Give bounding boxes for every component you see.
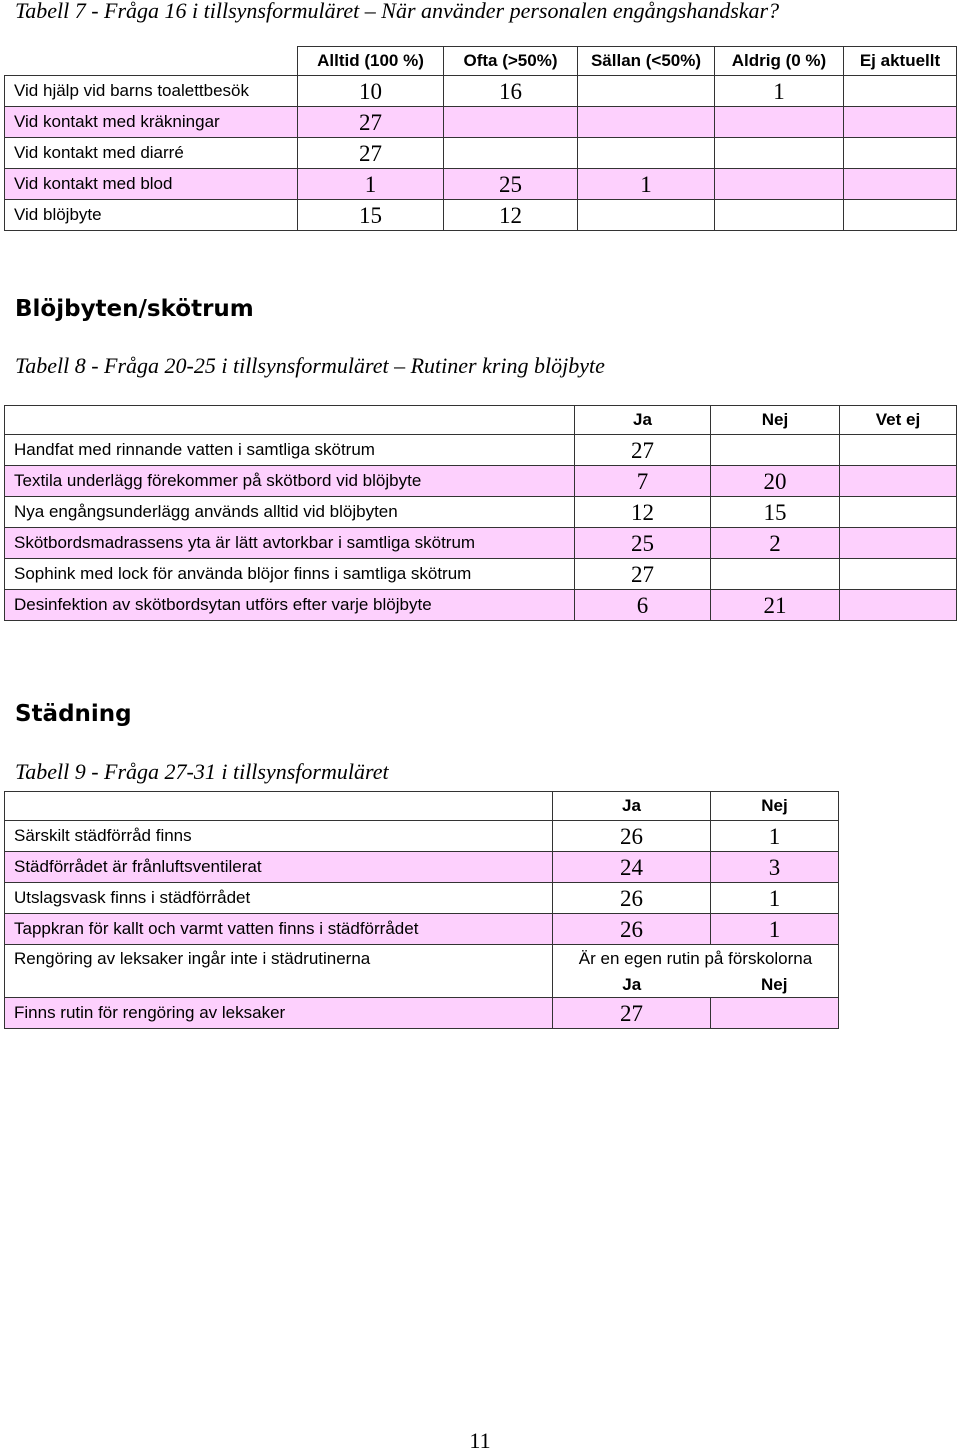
table9-header: Ja <box>553 792 711 821</box>
table-row <box>5 200 957 231</box>
cell-value: 1 <box>715 76 844 107</box>
cell-value <box>715 138 844 169</box>
table-row <box>5 169 957 200</box>
cell-value <box>844 138 957 169</box>
cell-value <box>840 466 957 497</box>
table-row <box>5 466 957 497</box>
cell-value <box>844 200 957 231</box>
cell-value: 1 <box>711 821 839 852</box>
cell-value <box>711 559 840 590</box>
cell-value: 3 <box>711 852 839 883</box>
table9-subheader: Nej <box>711 973 839 998</box>
section-heading-diaper: Blöjbyten/skötrum <box>15 296 254 322</box>
cell-value: 1 <box>711 883 839 914</box>
row-label: Sophink med lock för använda blöjor finns i samtliga skötrum <box>5 559 575 590</box>
cell-value <box>840 590 957 621</box>
cell-value <box>715 107 844 138</box>
table8-corner <box>5 406 575 435</box>
table-row <box>5 497 957 528</box>
page-number: 11 <box>469 1428 491 1453</box>
row-label: Handfat med rinnande vatten i samtliga skötrum <box>5 435 575 466</box>
cell-value <box>444 138 578 169</box>
cell-value: 27 <box>298 107 444 138</box>
row-label: Desinfektion av skötbordsytan utförs efter varje blöjbyte <box>5 590 575 621</box>
cell-value: 25 <box>575 528 711 559</box>
table7-header: Aldrig (0 %) <box>715 47 844 76</box>
cell-value: 1 <box>711 914 839 945</box>
toy-routine-note: Är en egen rutin på förskolorna <box>553 945 839 974</box>
table-row <box>5 138 957 169</box>
cell-value: 27 <box>553 998 711 1029</box>
row-label: Tappkran för kallt och varmt vatten finns i städförrådet <box>5 914 553 945</box>
row-label: Vid kontakt med diarré <box>5 138 298 169</box>
table9 <box>4 791 839 1029</box>
cell-value <box>578 76 715 107</box>
cell-value: 27 <box>575 559 711 590</box>
cell-value <box>711 998 839 1029</box>
row-label: Textila underlägg förekommer på skötbord vid blöjbyte <box>5 466 575 497</box>
cell-value: 25 <box>444 169 578 200</box>
cell-value: 27 <box>298 138 444 169</box>
cell-value <box>840 559 957 590</box>
cell-value: 20 <box>711 466 840 497</box>
cell-value: 12 <box>444 200 578 231</box>
cell-value: 10 <box>298 76 444 107</box>
table9-header: Nej <box>711 792 839 821</box>
table8-header: Nej <box>711 406 840 435</box>
table7-header: Ofta (>50%) <box>444 47 578 76</box>
row-label: Finns rutin för rengöring av leksaker <box>5 998 553 1029</box>
cell-value: 1 <box>578 169 715 200</box>
cell-value: 26 <box>553 914 711 945</box>
cell-value <box>840 435 957 466</box>
cell-value: 27 <box>575 435 711 466</box>
table-row <box>5 883 839 914</box>
row-label: Städförrådet är frånluftsventilerat <box>5 852 553 883</box>
table9-caption: Tabell 9 - Fråga 27-31 i tillsynsformuläret <box>15 759 389 784</box>
cell-value <box>578 200 715 231</box>
cell-value <box>844 107 957 138</box>
cell-value <box>844 76 957 107</box>
cell-value <box>444 107 578 138</box>
table-row <box>5 945 839 974</box>
table7-header: Sällan (<50%) <box>578 47 715 76</box>
cell-value: 12 <box>575 497 711 528</box>
table9-header-row <box>5 792 839 821</box>
cell-value <box>715 200 844 231</box>
row-label: Särskilt städförråd finns <box>5 821 553 852</box>
cell-value: 21 <box>711 590 840 621</box>
table-row <box>5 821 839 852</box>
cell-value: 2 <box>711 528 840 559</box>
table-row <box>5 435 957 466</box>
cell-value: 16 <box>444 76 578 107</box>
table8-header-row <box>5 406 957 435</box>
table8-caption: Tabell 8 - Fråga 20-25 i tillsynsformuläret – Rutiner kring blöjbyte <box>15 353 605 378</box>
table-row <box>5 590 957 621</box>
row-label: Vid kontakt med blod <box>5 169 298 200</box>
table-row <box>5 914 839 945</box>
cell-value: 7 <box>575 466 711 497</box>
table7-caption: Tabell 7 - Fråga 16 i tillsynsformuläret – När använder personalen engångshandskar? <box>15 0 780 23</box>
cell-value: 15 <box>298 200 444 231</box>
cell-value <box>715 169 844 200</box>
cell-value: 24 <box>553 852 711 883</box>
table-row <box>5 76 957 107</box>
table9-corner <box>5 792 553 821</box>
cell-value: 15 <box>711 497 840 528</box>
row-label: Nya engångsunderlägg används alltid vid blöjbyten <box>5 497 575 528</box>
table-row <box>5 107 957 138</box>
row-label: Utslagsvask finns i städförrådet <box>5 883 553 914</box>
table-row <box>5 852 839 883</box>
table7-corner <box>5 47 298 76</box>
cell-value <box>840 528 957 559</box>
cell-value <box>844 169 957 200</box>
table7-header: Alltid (100 %) <box>298 47 444 76</box>
cell-value <box>578 107 715 138</box>
row-label: Vid blöjbyte <box>5 200 298 231</box>
table7-header: Ej aktuellt <box>844 47 957 76</box>
table9-subheader: Ja <box>553 973 711 998</box>
row-label: Vid kontakt med kräkningar <box>5 107 298 138</box>
cell-value: 6 <box>575 590 711 621</box>
cell-value <box>711 435 840 466</box>
section-heading-cleaning: Städning <box>15 701 132 727</box>
row-label: Skötbordsmadrassens yta är lätt avtorkbar i samtliga skötrum <box>5 528 575 559</box>
table8-header: Vet ej <box>840 406 957 435</box>
cell-value: 26 <box>553 821 711 852</box>
table7-header-row <box>5 47 957 76</box>
table-row <box>5 559 957 590</box>
row-label: Vid hjälp vid barns toalettbesök <box>5 76 298 107</box>
table8-header: Ja <box>575 406 711 435</box>
cell-value: 26 <box>553 883 711 914</box>
table-row <box>5 998 839 1029</box>
table7 <box>4 46 957 231</box>
table8 <box>4 405 957 621</box>
table-row <box>5 528 957 559</box>
row-label: Rengöring av leksaker ingår inte i städrutinerna <box>5 945 553 998</box>
cell-value <box>578 138 715 169</box>
cell-value <box>840 497 957 528</box>
cell-value: 1 <box>298 169 444 200</box>
